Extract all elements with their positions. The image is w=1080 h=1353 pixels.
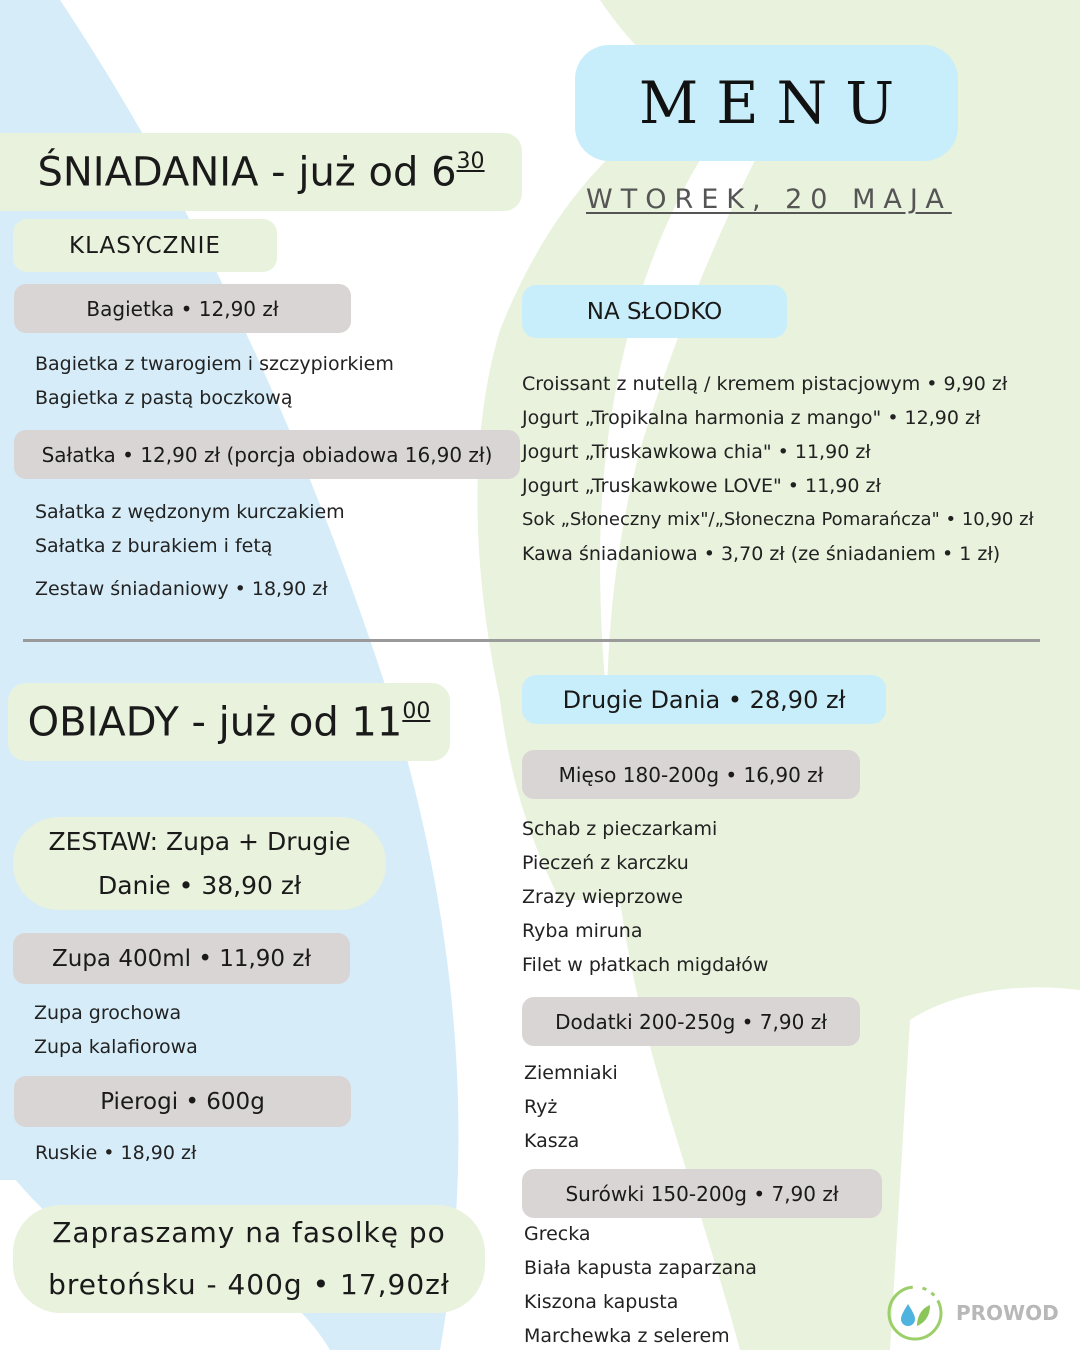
salads-list [524,1217,757,1353]
promo-box [13,1205,485,1313]
soup-label-box [13,933,350,984]
list-item: Zupa kalafiorowa [34,1036,198,1058]
meat-label-box [522,750,860,799]
list-item: Sok „Słoneczny mix"/„Słoneczna Pomarańcza" • 10,90 zł [522,509,1034,530]
salad-list [35,495,345,563]
sweet-label-box [522,285,787,338]
promo-text: Zapraszamy na fasolkę po bretońsku - 400g • 17,90zł [48,1216,450,1301]
breakfast-set: Zestaw śniadaniowy • 18,90 zł [35,578,328,600]
list-item: Bagietka z pastą boczkową [35,387,293,409]
salads-label-box [522,1169,882,1218]
list-item: Marchewka z selerem [524,1325,730,1347]
salads-label: Surówki 150-200g • 7,90 zł [565,1181,839,1206]
list-item: Ryba miruna [522,920,643,942]
sweet-list [522,367,1034,571]
sides-list [524,1056,618,1158]
meat-label: Mięso 180-200g • 16,90 zł [558,762,824,787]
lunch-time-sup: 00 [402,698,431,724]
sweet-label: NA SŁODKO [586,298,723,325]
menu-title-box [575,45,958,161]
pierogi-item: Ruskie • 18,90 zł [35,1142,197,1164]
list-item: Grecka [524,1223,591,1245]
leaf-drop-icon [886,1284,944,1342]
pierogi-label: Pierogi • 600g [100,1088,265,1115]
list-item: Ziemniaki [524,1062,618,1084]
lunch-title-box [8,683,450,761]
list-item: Biała kapusta zaparzana [524,1257,757,1279]
baguette-label-box [14,284,351,333]
list-item: Pieczeń z karczku [522,852,689,874]
brand-name: PROWOD [956,1301,1059,1325]
brand-logo [886,1284,1066,1342]
baguette-list [35,347,394,415]
list-item: Jogurt „Truskawkowa chia" • 11,90 zł [522,441,871,463]
sides-label: Dodatki 200-250g • 7,90 zł [555,1009,827,1034]
list-item: Bagietka z twarogiem i szczypiorkiem [35,353,394,375]
breakfast-title-box [0,133,522,211]
section-divider [23,639,1040,642]
salad-label: Sałatka • 12,90 zł (porcja obiadowa 16,90 zł) [41,442,493,467]
list-item: Jogurt „Tropikalna harmonia z mango" • 12,90 zł [522,407,981,429]
combo-box [13,817,386,910]
menu-date [586,184,986,215]
list-item: Filet w płatkach migdałów [522,954,769,976]
menu-title: MENU [638,69,913,137]
classic-label: KLASYCZNIE [69,232,221,259]
list-item: Sałatka z burakiem i fetą [35,535,273,557]
mains-label: Drugie Dania • 28,90 zł [562,685,846,714]
classic-label-box [13,219,277,272]
sides-label-box [522,997,860,1046]
list-item: Kasza [524,1130,580,1152]
pierogi-label-box [14,1076,351,1127]
breakfast-time-sup: 30 [456,148,485,174]
meat-list [522,812,768,982]
breakfast-title-text: ŚNIADANIA - już od 6 [37,149,457,196]
combo-label: ZESTAW: Zupa + Drugie Danie • 38,90 zł [48,826,351,900]
menu-date-text: WTOREK, 20 MAJA [586,184,952,215]
lunch-title-text: OBIADY - już od 11 [27,699,403,746]
list-item: Ryż [524,1096,558,1118]
list-item: Jogurt „Truskawkowe LOVE" • 11,90 zł [522,475,881,497]
list-item: Zupa grochowa [34,1002,182,1024]
list-item: Sałatka z wędzonym kurczakiem [35,501,345,523]
breakfast-title [37,149,484,196]
list-item: Schab z pieczarkami [522,818,718,840]
soup-list [34,996,198,1064]
soup-label: Zupa 400ml • 11,90 zł [52,945,311,972]
baguette-label: Bagietka • 12,90 zł [86,296,279,321]
list-item: Kiszona kapusta [524,1291,679,1313]
list-item: Zrazy wieprzowe [522,886,683,908]
list-item: Kawa śniadaniowa • 3,70 zł (ze śniadaniem • 1 zł) [522,543,1001,565]
mains-label-box [522,675,886,724]
list-item: Croissant z nutellą / kremem pistacjowym • 9,90 zł [522,373,1008,395]
salad-label-box [14,430,520,479]
lunch-title [28,699,431,746]
